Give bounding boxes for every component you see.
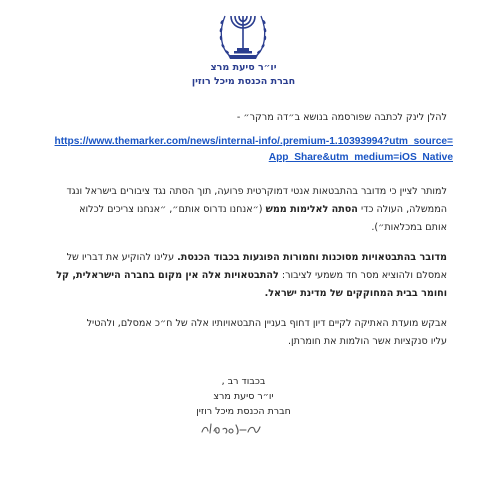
header-subtitle: חברת הכנסת מיכל רוזין bbox=[191, 76, 296, 87]
paragraph-1-line-3: אותם במכלאות״). bbox=[371, 222, 447, 233]
paragraph-1-line-1: למותר לציין כי מדובר בהתבטאות אנטי דמוקרטית פרועה, תוך הסתה נגד ציבורים בישראל ונגד bbox=[66, 186, 447, 197]
paragraph-3-line-2: עליו סנקציות אשר הולמות את חומרתן. bbox=[288, 336, 447, 347]
paragraph-2-line-1: מדובר בהתבטאויות מסוכנות וחמורות הפוגעות בכבוד הכנסת. עלינו להוקיע את דבריו של bbox=[66, 252, 447, 263]
paragraph-2-line-2: אמסלם ולהוציא מסר חד משמעי לציבור: להתבטאויות אלה אין מקום בחברה הישראלית, קל bbox=[56, 270, 447, 281]
intro-text: להלן לינק לכתבה שפורסמה בנושא ב״דה מרקר״ - bbox=[236, 112, 447, 123]
header-title: יו״ר סיעת מרצ bbox=[210, 62, 277, 73]
knesset-emblem-icon bbox=[216, 8, 270, 60]
signature-title: יו״ר סיעת מרצ bbox=[213, 391, 274, 402]
handwritten-signature-icon bbox=[198, 420, 264, 438]
paragraph-2-line-3: וחומר בבית המחוקקים של מדינת ישראל. bbox=[264, 288, 447, 299]
article-link-line1[interactable]: https://www.themarker.com/news/internal-info/.premium-1.10393994?utm_source= bbox=[54, 136, 453, 147]
article-link-line2[interactable]: App_Share&utm_medium=iOS_Native bbox=[268, 152, 453, 163]
signature-closing: בכבוד רב , bbox=[221, 376, 266, 387]
signature-name: חברת הכנסת מיכל רוזין bbox=[196, 406, 291, 417]
paragraph-1-line-2: הממשלה, העולה כדי הסתה לאלימות ממש (״אנחנו נדרוס אותם״, ״אנחנו צריכים לכלוא bbox=[79, 204, 447, 215]
paragraph-3-line-1: אבקש מועדת האתיקה לקיים דיון דחוף בעניין התבטאויותיו אלה של ח״כ אמסלם, ולהטיל bbox=[86, 318, 447, 329]
